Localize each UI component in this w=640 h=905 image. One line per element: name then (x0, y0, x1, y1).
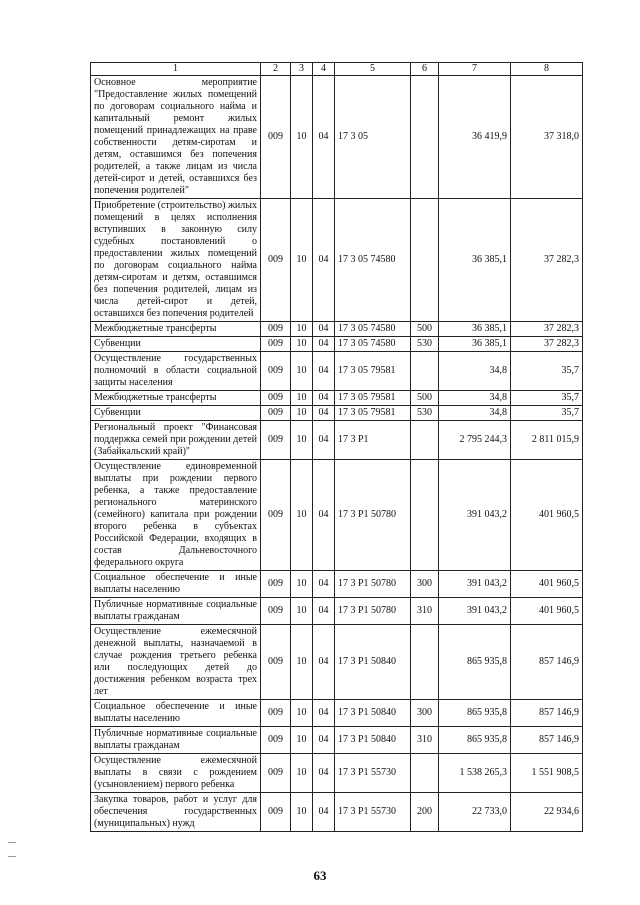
expense-type-cell: 500 (411, 391, 439, 406)
subsection-code-cell: 04 (313, 460, 335, 571)
section-code-cell: 10 (291, 391, 313, 406)
table-row (91, 337, 583, 352)
amount-year2-cell: 857 146,9 (511, 625, 583, 700)
section-code-cell: 10 (291, 571, 313, 598)
column-header: 3 (291, 63, 313, 76)
table-row (91, 406, 583, 421)
section-code-cell: 10 (291, 598, 313, 625)
column-header: 4 (313, 63, 335, 76)
item-name-cell: Осуществление ежемесячной выплаты в связи с рождением (усыновлением) первого ребенка (91, 754, 261, 793)
amount-year1-cell: 391 043,2 (439, 571, 511, 598)
ministry-code-cell: 009 (261, 793, 291, 832)
item-name-cell: Осуществление ежемесячной денежной выплаты, назначаемой в случае рождения третьего ребенка или последующих детей до достижения ребенком возраста трех лет (91, 625, 261, 700)
table-row (91, 322, 583, 337)
amount-year2-cell: 37 282,3 (511, 322, 583, 337)
ministry-code-cell: 009 (261, 571, 291, 598)
expense-type-cell: 530 (411, 337, 439, 352)
subsection-code-cell: 04 (313, 352, 335, 391)
section-code-cell: 10 (291, 199, 313, 322)
amount-year1-cell: 865 935,8 (439, 625, 511, 700)
subsection-code-cell: 04 (313, 421, 335, 460)
subsection-code-cell: 04 (313, 406, 335, 421)
expense-type-cell (411, 754, 439, 793)
target-article-cell: 17 3 05 74580 (335, 199, 411, 322)
expense-type-cell (411, 199, 439, 322)
target-article-cell: 17 3 05 79581 (335, 352, 411, 391)
table-row (91, 352, 583, 391)
amount-year1-cell: 391 043,2 (439, 460, 511, 571)
amount-year1-cell: 865 935,8 (439, 700, 511, 727)
table-row (91, 460, 583, 571)
ministry-code-cell: 009 (261, 460, 291, 571)
item-name-cell: Осуществление государственных полномочий в области социальной защиты населения (91, 352, 261, 391)
amount-year2-cell: 22 934,6 (511, 793, 583, 832)
ministry-code-cell: 009 (261, 727, 291, 754)
margin-mark (8, 856, 16, 857)
section-code-cell: 10 (291, 793, 313, 832)
table-row (91, 391, 583, 406)
amount-year2-cell: 1 551 908,5 (511, 754, 583, 793)
expense-type-cell: 310 (411, 598, 439, 625)
amount-year1-cell: 865 935,8 (439, 727, 511, 754)
item-name-cell: Межбюджетные трансферты (91, 322, 261, 337)
subsection-code-cell: 04 (313, 754, 335, 793)
target-article-cell: 17 3 05 74580 (335, 337, 411, 352)
section-code-cell: 10 (291, 352, 313, 391)
table-row (91, 571, 583, 598)
amount-year1-cell: 34,8 (439, 406, 511, 421)
target-article-cell: 17 3 P1 50840 (335, 700, 411, 727)
subsection-code-cell: 04 (313, 727, 335, 754)
amount-year2-cell: 401 960,5 (511, 598, 583, 625)
target-article-cell: 17 3 P1 50840 (335, 727, 411, 754)
expense-type-cell: 300 (411, 700, 439, 727)
section-code-cell: 10 (291, 406, 313, 421)
amount-year2-cell: 401 960,5 (511, 571, 583, 598)
amount-year2-cell: 35,7 (511, 352, 583, 391)
column-header: 7 (439, 63, 511, 76)
ministry-code-cell: 009 (261, 406, 291, 421)
amount-year1-cell: 391 043,2 (439, 598, 511, 625)
section-code-cell: 10 (291, 700, 313, 727)
item-name-cell: Осуществление единовременной выплаты при рождении первого ребенка, а также предоставление регионального материнского (семейного) капитала при рождении второго ребенка в субъектах Российской Федерации, входящих в состав Дальневосточного федерального округа (91, 460, 261, 571)
budget-table (90, 62, 583, 832)
expense-type-cell (411, 625, 439, 700)
target-article-cell: 17 3 P1 50780 (335, 598, 411, 625)
item-name-cell: Публичные нормативные социальные выплаты гражданам (91, 598, 261, 625)
target-article-cell: 17 3 P1 50780 (335, 460, 411, 571)
section-code-cell: 10 (291, 625, 313, 700)
item-name-cell: Приобретение (строительство) жилых помещений в целях исполнения вступивших в законную силу судебных постановлений о предоставлении жилых помещений по договорам социального найма детям-сиротам и детям, оставшимся без попечения родителей, лицам из числа детей-сирот и детей, оставшихся без попечения родителей (91, 199, 261, 322)
amount-year1-cell: 36 419,9 (439, 76, 511, 199)
target-article-cell: 17 3 P1 (335, 421, 411, 460)
amount-year2-cell: 37 282,3 (511, 199, 583, 322)
amount-year2-cell: 857 146,9 (511, 700, 583, 727)
amount-year2-cell: 35,7 (511, 391, 583, 406)
item-name-cell: Субвенции (91, 337, 261, 352)
item-name-cell: Субвенции (91, 406, 261, 421)
ministry-code-cell: 009 (261, 598, 291, 625)
item-name-cell: Основное мероприятие "Предоставление жилых помещений по договорам социального найма и капитальный ремонт жилых помещений принадлежащих на праве собственности детям-сиротам и детям, оставшимся без попечения родителей, а также лицам из числа детей-сирот и детей, оставшихся без попечения родителей" (91, 76, 261, 199)
table-header-row (91, 63, 583, 76)
target-article-cell: 17 3 05 74580 (335, 322, 411, 337)
amount-year2-cell: 857 146,9 (511, 727, 583, 754)
table-row (91, 700, 583, 727)
ministry-code-cell: 009 (261, 391, 291, 406)
amount-year1-cell: 2 795 244,3 (439, 421, 511, 460)
target-article-cell: 17 3 P1 55730 (335, 793, 411, 832)
amount-year2-cell: 35,7 (511, 406, 583, 421)
target-article-cell: 17 3 05 (335, 76, 411, 199)
table-row (91, 727, 583, 754)
ministry-code-cell: 009 (261, 352, 291, 391)
ministry-code-cell: 009 (261, 337, 291, 352)
subsection-code-cell: 04 (313, 700, 335, 727)
ministry-code-cell: 009 (261, 754, 291, 793)
column-header: 8 (511, 63, 583, 76)
amount-year1-cell: 34,8 (439, 352, 511, 391)
target-article-cell: 17 3 05 79581 (335, 406, 411, 421)
section-code-cell: 10 (291, 76, 313, 199)
item-name-cell: Публичные нормативные социальные выплаты гражданам (91, 727, 261, 754)
table-row (91, 421, 583, 460)
expense-type-cell (411, 460, 439, 571)
column-header: 6 (411, 63, 439, 76)
subsection-code-cell: 04 (313, 391, 335, 406)
amount-year2-cell: 401 960,5 (511, 460, 583, 571)
item-name-cell: Региональный проект "Финансовая поддержка семей при рождении детей (Забайкальский край)" (91, 421, 261, 460)
margin-mark (8, 842, 16, 843)
item-name-cell: Межбюджетные трансферты (91, 391, 261, 406)
subsection-code-cell: 04 (313, 625, 335, 700)
expense-type-cell: 200 (411, 793, 439, 832)
expense-type-cell: 530 (411, 406, 439, 421)
item-name-cell: Социальное обеспечение и иные выплаты населению (91, 571, 261, 598)
ministry-code-cell: 009 (261, 625, 291, 700)
table-row (91, 598, 583, 625)
subsection-code-cell: 04 (313, 571, 335, 598)
ministry-code-cell: 009 (261, 199, 291, 322)
expense-type-cell: 310 (411, 727, 439, 754)
section-code-cell: 10 (291, 727, 313, 754)
table-body (91, 76, 583, 832)
subsection-code-cell: 04 (313, 337, 335, 352)
table-row (91, 199, 583, 322)
ministry-code-cell: 009 (261, 421, 291, 460)
page-number: 63 (313, 868, 327, 883)
amount-year1-cell: 1 538 265,3 (439, 754, 511, 793)
ministry-code-cell: 009 (261, 322, 291, 337)
expense-type-cell (411, 76, 439, 199)
section-code-cell: 10 (291, 754, 313, 793)
table-row (91, 793, 583, 832)
amount-year1-cell: 22 733,0 (439, 793, 511, 832)
target-article-cell: 17 3 P1 55730 (335, 754, 411, 793)
item-name-cell: Закупка товаров, работ и услуг для обеспечения государственных (муниципальных) нужд (91, 793, 261, 832)
amount-year2-cell: 37 318,0 (511, 76, 583, 199)
table-row (91, 76, 583, 199)
column-header: 2 (261, 63, 291, 76)
table-row (91, 754, 583, 793)
ministry-code-cell: 009 (261, 700, 291, 727)
target-article-cell: 17 3 P1 50840 (335, 625, 411, 700)
amount-year1-cell: 36 385,1 (439, 199, 511, 322)
target-article-cell: 17 3 P1 50780 (335, 571, 411, 598)
section-code-cell: 10 (291, 421, 313, 460)
section-code-cell: 10 (291, 460, 313, 571)
target-article-cell: 17 3 05 79581 (335, 391, 411, 406)
ministry-code-cell: 009 (261, 76, 291, 199)
column-header: 5 (335, 63, 411, 76)
subsection-code-cell: 04 (313, 598, 335, 625)
subsection-code-cell: 04 (313, 793, 335, 832)
amount-year2-cell: 37 282,3 (511, 337, 583, 352)
expense-type-cell: 500 (411, 322, 439, 337)
expense-type-cell: 300 (411, 571, 439, 598)
subsection-code-cell: 04 (313, 76, 335, 199)
subsection-code-cell: 04 (313, 322, 335, 337)
expense-type-cell (411, 352, 439, 391)
section-code-cell: 10 (291, 322, 313, 337)
amount-year2-cell: 2 811 015,9 (511, 421, 583, 460)
section-code-cell: 10 (291, 337, 313, 352)
item-name-cell: Социальное обеспечение и иные выплаты населению (91, 700, 261, 727)
subsection-code-cell: 04 (313, 199, 335, 322)
amount-year1-cell: 34,8 (439, 391, 511, 406)
amount-year1-cell: 36 385,1 (439, 322, 511, 337)
amount-year1-cell: 36 385,1 (439, 337, 511, 352)
expense-type-cell (411, 421, 439, 460)
column-header: 1 (91, 63, 261, 76)
table-row (91, 625, 583, 700)
